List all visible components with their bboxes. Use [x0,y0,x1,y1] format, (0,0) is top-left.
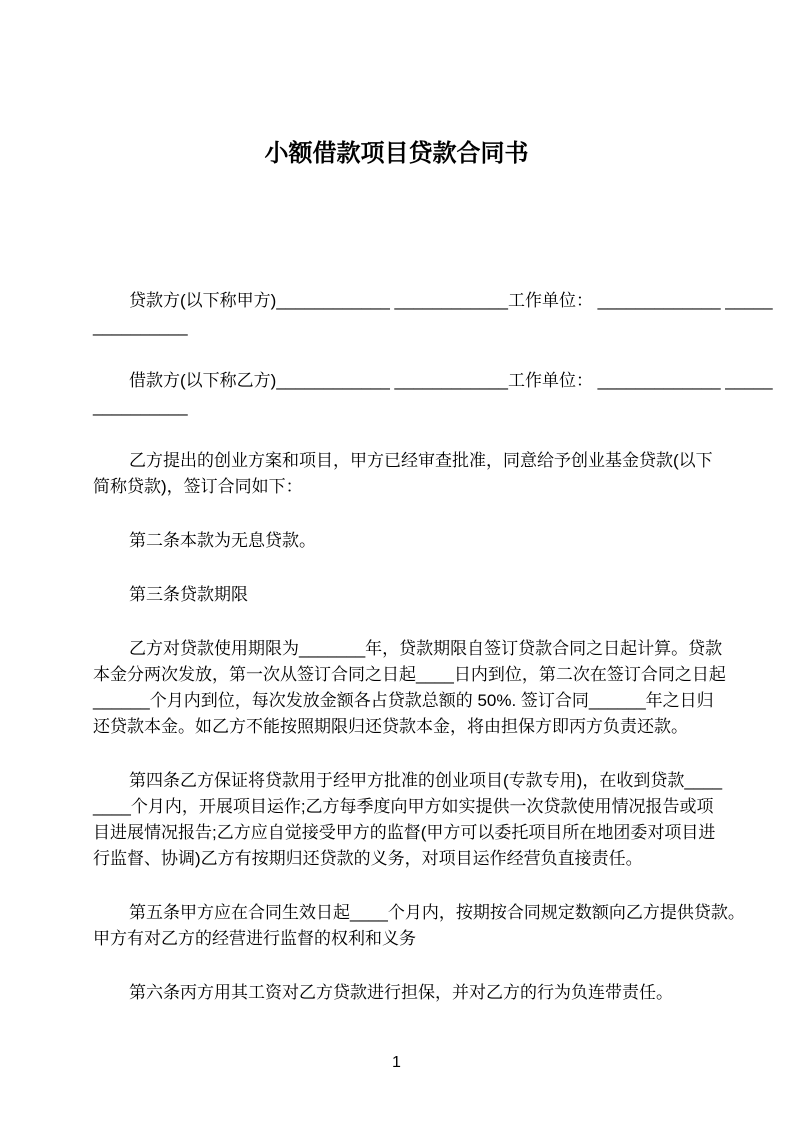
paragraph [93,448,723,500]
paragraph-line: 本金分两次发放，第一次从签订合同之日起____日内到位，第二次在签订合同之日起 [93,665,726,684]
paragraph [93,582,723,608]
paragraph-line: 行监督、协调)乙方有按期归还贷款的义务，对项目运作经营负直接责任。 [93,849,643,868]
paragraph-line: __________ [93,397,188,416]
paragraph-line: 第五条甲方应在合同生效日起____个月内，按期按合同规定数额向乙方提供贷款。 [129,903,745,922]
paragraph-line: 借款方(以下称乙方)____________ ____________工作单位： _____________ _____ [129,371,773,390]
paragraph-line: 甲方有对乙方的经营进行监督的权利和义务 [93,929,416,948]
paragraph [93,368,773,420]
paragraph [93,636,726,740]
paragraph-line: 乙方提出的创业方案和项目，甲方已经审查批准，同意给予创业基金贷款(以下 [129,451,713,470]
paragraph [93,528,723,554]
paragraph-line: __________ [93,317,188,336]
document-title: 小额借款项目贷款合同书 [264,140,529,167]
paragraph-line: 第二条本款为无息贷款。 [129,531,316,550]
paragraph-line: 乙方对贷款使用期限为_______年，贷款期限自签订贷款合同之日起计算。贷款 [129,639,723,658]
paragraph-line: 第三条贷款期限 [129,585,248,604]
page-number: 1 [392,1054,401,1071]
paragraph [93,768,723,872]
paragraph [93,288,773,340]
paragraph-line: ______个月内到位，每次发放金额各占贷款总额的 50%. 签订合同______年之日归 [93,691,714,710]
paragraph-line: 第四条乙方保证将贷款用于经甲方批准的创业项目(专款专用)，在收到贷款____ [129,771,723,790]
paragraph [93,900,745,952]
paragraph-line: ____个月内，开展项目运作;乙方每季度向甲方如实提供一次贷款使用情况报告或项 [93,797,714,816]
paragraph-line: 贷款方(以下称甲方)____________ ____________工作单位： _____________ _____ [129,291,773,310]
paragraph-line: 简称贷款)，签订合同如下： [93,477,303,496]
paragraph-line: 还贷款本金。如乙方不能按照期限归还贷款本金，将由担保方即丙方负责还款。 [93,717,688,736]
paragraph [93,980,723,1006]
paragraph-line: 目进展情况报告;乙方应自觉接受甲方的监督(甲方可以委托项目所在地团委对项目进 [93,823,716,842]
document-body [0,288,793,1006]
paragraph-line: 第六条丙方用其工资对乙方贷款进行担保，并对乙方的行为负连带责任。 [129,983,673,1002]
